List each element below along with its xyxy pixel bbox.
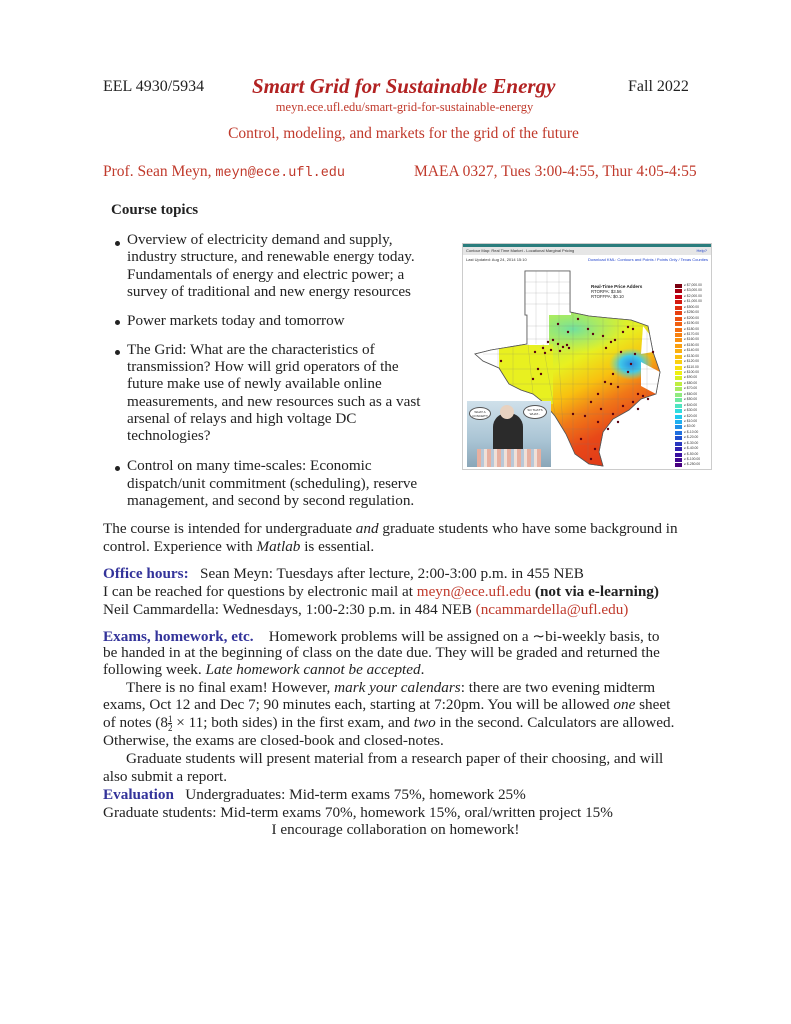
legend-swatch [675, 353, 700, 359]
legend-swatch [675, 391, 698, 397]
legend-swatch [675, 446, 699, 451]
course-title: Smart Grid for Sustainable Energy [252, 74, 556, 98]
legend-swatch [675, 331, 700, 337]
legend-label: ≥ $120.00 [684, 359, 700, 364]
legend-label: ≥ $150.00 [684, 342, 700, 347]
exams-line-2: be handed in at the beginning of class on the date due. They will be graded and returned the [103, 644, 660, 661]
price-adders-title: Real-Time Price Adders [591, 284, 643, 289]
legend-label: ≥ $60.00 [684, 391, 698, 396]
legend-label: ≥ $-250.00 [684, 462, 701, 467]
legend-label: ≥ $0.00 [684, 424, 696, 429]
topic-3-line-3: future make use of newly available online [127, 375, 382, 392]
price-adder-rtorpa: RTORPA: $3.56 [591, 289, 622, 294]
legend-swatch [675, 288, 702, 293]
topic-3-line-6: technologies? [127, 427, 211, 444]
legend-swatch [675, 299, 702, 304]
legend-label: ≥ $140.00 [684, 348, 700, 353]
term: Fall 2022 [628, 78, 689, 95]
topic-4-line-2: dispatch/unit commitment (scheduling), reserve [127, 475, 418, 492]
topic-2-line-1: Power markets today and tomorrow [127, 312, 345, 329]
legend-swatch [675, 402, 698, 408]
exams-line-7: Otherwise, the exams are closed-book and closed-notes. [103, 732, 444, 749]
meyn-email-link[interactable]: meyn@ece.ufl.edu [416, 583, 532, 600]
legend-label: ≥ $3,000.00 [684, 288, 702, 293]
office-hours-label: Office hours: [103, 565, 189, 582]
map-help-link: Help? [696, 248, 707, 253]
topics-heading: Course topics [111, 202, 199, 218]
legend-label: ≥ $40.00 [684, 402, 698, 407]
bullet-icon [115, 320, 120, 325]
legend-label: ≥ $80.00 [684, 380, 698, 385]
legend-label: ≥ $20.00 [684, 413, 698, 418]
topic-1-line-4: survey of traditional and new energy resources [127, 283, 411, 300]
legend-swatch [675, 435, 699, 440]
legend-label: ≥ $200.00 [684, 315, 700, 320]
legend-swatch [675, 293, 702, 299]
legend-label: ≥ $-40.00 [684, 446, 699, 451]
legend-label: ≥ $30.00 [684, 408, 698, 413]
legend-swatch [675, 462, 701, 467]
evaluation-line-2: Graduate students: Mid-term exams 70%, homework 15%, oral/written project 15% [103, 804, 613, 821]
legend-swatch [675, 408, 698, 413]
topic-3-line-5: arsenal of relays and high voltage DC [127, 410, 357, 427]
legend-swatch [675, 413, 698, 419]
map-last-updated: Last Updated: Aug 24, 2014 15:10 [466, 257, 527, 262]
legend-swatch [675, 342, 700, 348]
legend-swatch [675, 386, 698, 391]
legend-label: ≥ $500.00 [684, 304, 700, 309]
legend-swatch [675, 418, 698, 424]
legend-swatch [675, 424, 696, 429]
office-hours-line-3: Neil Cammardella: Wednesdays, 1:00-2:30 p.m. in 484 NEB (ncammardella@ufl.edu) [103, 601, 629, 618]
course-url[interactable]: meyn.ece.ufl.edu/smart-grid-for-sustainable-energy [275, 100, 534, 114]
topic-1-line-1: Overview of electricity demand and supply, [127, 231, 393, 248]
topic-4-line-3: management, and second by second regulation. [127, 492, 415, 509]
evaluation-line-3: I encourage collaboration on homework! [271, 821, 520, 838]
topic-1-line-2: industry structure, and renewable energy today. [127, 248, 415, 265]
instructor [103, 163, 345, 181]
legend-swatch [675, 321, 700, 326]
legend-swatch [675, 310, 700, 315]
legend-label: ≥ $170.00 [684, 331, 700, 336]
legend-label: ≥ $110.00 [684, 364, 699, 369]
legend-swatch [675, 440, 699, 446]
map-download-kml: Download KML: Contours and Points / Points Only / Texas Counties [588, 257, 708, 262]
legend-label: ≥ $7,000.00 [684, 283, 702, 287]
legend-label: ≥ $250.00 [684, 310, 700, 315]
lmp-contour-map-figure [462, 243, 712, 470]
price-adder-rtoffpa: RTOFFPA: $0.10 [591, 294, 624, 299]
legend-label: ≥ $1,000.00 [684, 299, 702, 304]
course-subtitle: Control, modeling, and markets for the grid of the future [228, 125, 579, 142]
instructor-email[interactable]: meyn@ece.ufl.edu [215, 166, 345, 181]
legend-swatch [675, 429, 699, 435]
course-code: EEL 4930/5934 [103, 78, 205, 95]
legend-label: ≥ $-20.00 [684, 435, 699, 440]
fraction-half: $\frac{1}{2}$ [167, 714, 173, 734]
topic-4-line-1: Control on many time-scales: Economic [127, 457, 372, 474]
topic-3-line-4: measurements, and new resources such as a vast [127, 393, 421, 410]
legend-swatch [675, 348, 700, 353]
evaluation-line-1: Evaluation Undergraduates: Mid-term exams 75%, homework 25% [103, 786, 526, 803]
office-hours-line-1: Office hours: Sean Meyn: Tuesdays after lecture, 2:00-3:00 p.m. in 455 NEB [103, 565, 584, 582]
exams-line-6: of notes (8 $\frac{1}{2}$ × 11; both sides) in the first exam, and two in the second. Calculators are allowed. [103, 714, 675, 734]
class-schedule: MAEA 0327, Tues 3:00-4:55, Thur 4:05-4:55 [414, 163, 697, 180]
instructor-name: Prof. Sean Meyn, [103, 163, 216, 180]
legend-swatch [675, 380, 698, 386]
legend-swatch [675, 451, 699, 457]
ta-email-link[interactable]: (ncammardella@ufl.edu) [475, 601, 629, 618]
legend-swatch [675, 364, 699, 370]
price-adders [591, 284, 642, 299]
legend-label: ≥ $10.00 [684, 418, 698, 423]
legend-swatch [675, 370, 700, 375]
legend-label: ≥ $100.00 [684, 370, 700, 374]
legend-label: ≥ $-100.00 [684, 457, 701, 461]
legend-label: ≥ $90.00 [684, 375, 698, 380]
legend-swatch [675, 283, 702, 288]
legend-label: ≥ $190.00 [684, 321, 700, 326]
exams-line-5: exams, Oct 12 and Dec 7; 90 minutes each, starting at 7:20pm. You will be allowed one sheet [103, 696, 671, 713]
legend-swatch [675, 337, 700, 342]
exams-line-9: also submit a report. [103, 768, 228, 785]
intro-line-1: The course is intended for undergraduate and graduate students who have some background in [103, 520, 678, 537]
cartoon-head-icon [500, 405, 514, 419]
legend-swatch [675, 375, 698, 380]
intro-line-2: control. Experience with Matlab is essential. [103, 538, 375, 555]
legend-label: ≥ $2,000.00 [684, 293, 702, 298]
legend-label: ≥ $50.00 [684, 397, 698, 402]
legend-swatch [675, 304, 700, 310]
legend-swatch [675, 457, 701, 462]
exams-line-1: Exams, homework, etc. Homework problems will be assigned on a ∼bi-weekly basis, to [103, 628, 660, 645]
cartoon-bubble-right: SO THAT'S WHAT... [523, 405, 547, 419]
legend-label: ≥ $-10.00 [684, 429, 699, 434]
legend-swatch [675, 359, 700, 364]
legend-swatch [675, 397, 698, 402]
bullet-icon [115, 350, 120, 355]
legend-label: ≥ $70.00 [684, 386, 698, 391]
legend-label: ≥ $180.00 [684, 326, 700, 331]
map-title: Contour Map: Real Time Market - Locational Marginal Pricing [466, 248, 575, 253]
cartoon-inset [467, 401, 551, 467]
legend-label: ≥ $-50.00 [684, 451, 699, 456]
cartoon-bubble-left: WHAT A CONCEPT! [469, 407, 491, 420]
evaluation-label: Evaluation [103, 786, 174, 803]
legend-swatch [675, 315, 700, 321]
bullet-icon [115, 241, 120, 246]
bullet-icon [115, 466, 120, 471]
legend-label: ≥ $130.00 [684, 353, 700, 358]
topic-1-line-3: Fundamentals of energy and electric power; a [127, 266, 405, 283]
exams-label: Exams, homework, etc. [103, 628, 254, 645]
legend-label: ≥ $-30.00 [684, 440, 699, 445]
price-legend [675, 283, 702, 469]
exams-line-4: There is no final exam! However, mark your calendars: there are two evening midterm [126, 679, 656, 696]
office-hours-line-2: I can be reached for questions by electronic mail at meyn@ece.ufl.edu (not via e-learning) [103, 583, 659, 600]
topic-3-line-1: The Grid: What are the characteristics of [127, 341, 375, 358]
legend-swatch [675, 326, 700, 332]
exams-line-3: following week. Late homework cannot be accepted. [103, 661, 425, 678]
topic-3-line-2: transmission? How will grid operators of the [127, 358, 399, 375]
legend-label: ≥ $160.00 [684, 337, 700, 342]
cartoon-bars-icon [477, 449, 541, 467]
exams-line-8: Graduate students will present material from a research paper of their choosing, and will [126, 750, 664, 767]
